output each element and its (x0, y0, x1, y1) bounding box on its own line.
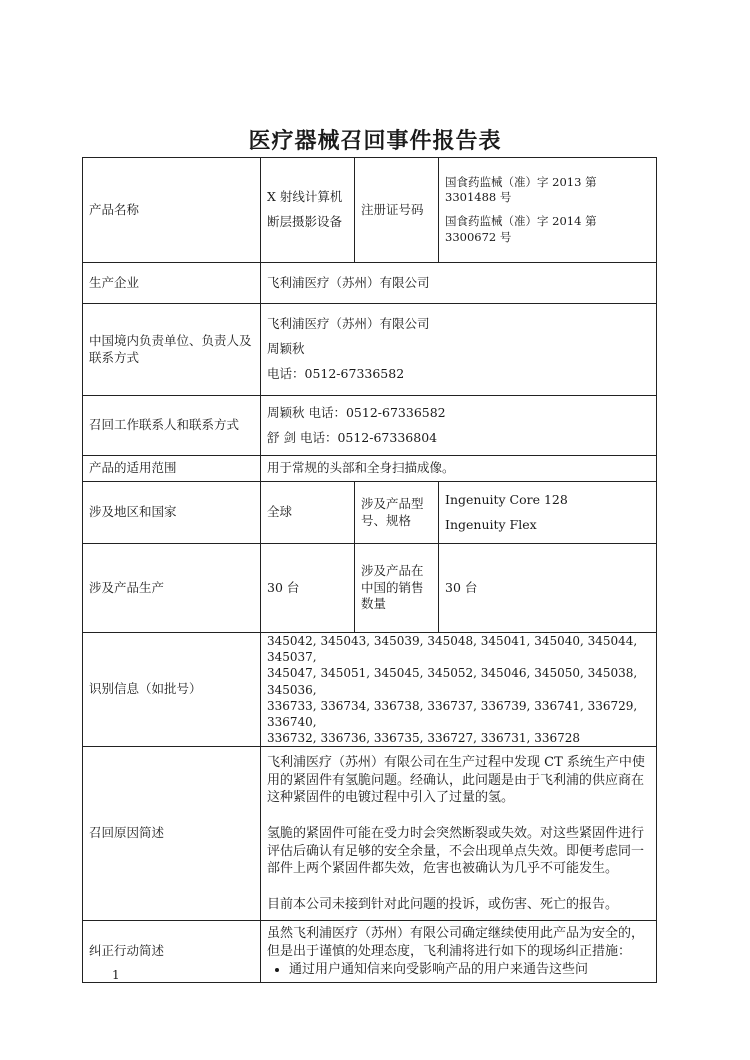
row-identification (83, 633, 657, 747)
row-regions (83, 482, 657, 544)
contact-line: 周颖秋 电话：0512-67336582 (267, 404, 446, 420)
product-name-line: 断层摄影设备 (267, 214, 343, 229)
row-product-name (83, 158, 657, 263)
reason-paragraph: 飞利浦医疗（苏州）有限公司在生产过程中发现 CT 系统生产中使用的紧固件有氢脆问题。经确认，此问题是由于飞利浦的供应商在这种紧固件的电镀过程中引入了过量的氢。 (267, 755, 645, 806)
value-manufacturer: 飞利浦医疗（苏州）有限公司 (261, 263, 657, 304)
label-model-spec: 涉及产品型号、规格 (355, 482, 439, 544)
corrective-bullet: • 通过用户通知信来向受影响产品的用户来通告这些问 (289, 961, 650, 979)
label-manufacturer: 生产企业 (83, 263, 261, 304)
label-china-sales: 涉及产品在中国的销售数量 (355, 544, 439, 633)
model-item: Ingenuity Core 128 (445, 491, 568, 507)
responsible-line: 飞利浦医疗（苏州）有限公司 (267, 316, 430, 332)
label-regions: 涉及地区和国家 (83, 482, 261, 544)
label-scope: 产品的适用范围 (83, 456, 261, 482)
responsible-line: 电话：0512-67336582 (267, 365, 405, 381)
contact-line: 舒 剑 电话：0512-67336804 (267, 429, 438, 445)
row-production (83, 544, 657, 633)
value-regions: 全球 (261, 482, 355, 544)
row-recall-reason (83, 747, 657, 921)
batch-line: 345047, 345051, 345045, 345052, 345046, 345050, 345038, 345036, (267, 666, 638, 697)
label-identification: 识别信息（如批号） (83, 633, 261, 747)
label-production: 涉及产品生产 (83, 544, 261, 633)
row-manufacturer (83, 263, 657, 304)
row-corrective (83, 921, 657, 983)
label-recall-contact: 召回工作联系人和联系方式 (83, 396, 261, 456)
page-number: 1 (112, 968, 120, 982)
product-name-line: X 射线计算机 (267, 189, 343, 205)
value-identification (261, 633, 657, 747)
value-reg-no (439, 158, 657, 263)
label-china-responsible: 中国境内负责单位、负责人及联系方式 (83, 304, 261, 396)
row-scope (83, 456, 657, 482)
value-product-name (261, 158, 355, 263)
corrective-text: 虽然飞利浦医疗（苏州）有限公司确定继续使用此产品为安全的，但是出于谨慎的处理态度，飞利浦将进行如下的现场纠正措施： (267, 926, 645, 960)
batch-line: 345042, 345043, 345039, 345048, 345041, 345040, 345044, 345037, (267, 634, 638, 665)
batch-line: 336733, 336734, 336738, 336737, 336739, 336741, 336729, 336740, (267, 698, 638, 729)
recall-report-table (82, 157, 657, 983)
value-china-responsible (261, 304, 657, 396)
label-product-name: 产品名称 (83, 158, 261, 263)
reason-paragraph: 目前本公司未接到针对此问题的投诉，或伤害、死亡的报告。 (267, 896, 619, 912)
reg-number: 国食药监械（准）字 2014 第 3300672 号 (445, 214, 597, 244)
row-china-responsible (83, 304, 657, 396)
value-china-sales: 30 台 (439, 544, 657, 633)
responsible-line: 周颖秋 (267, 341, 305, 357)
reason-paragraph: 氢脆的紧固件可能在受力时会突然断裂或失效。对这些紧固件进行评估后确认有足够的安全余量，不会出现单点失效。即便考虑同一部件上两个紧固件都失效，危害也被确认为几乎不可能发生。 (267, 826, 645, 877)
label-reg-no: 注册证号码 (355, 158, 439, 263)
value-production: 30 台 (261, 544, 355, 633)
page-title: 医疗器械召回事件报告表 (248, 128, 502, 154)
value-scope: 用于常规的头部和全身扫描成像。 (261, 456, 657, 482)
corrective-list (267, 961, 650, 979)
batch-line: 336732, 336736, 336735, 336727, 336731, 336728 (267, 731, 580, 746)
value-recall-contact (261, 396, 657, 456)
value-corrective (261, 921, 657, 983)
reg-number: 国食药监械（准）字 2013 第 3301488 号 (445, 174, 597, 205)
value-models (439, 482, 657, 544)
row-recall-contact (83, 396, 657, 456)
label-recall-reason: 召回原因简述 (83, 747, 261, 921)
value-recall-reason (261, 747, 657, 921)
model-item: Ingenuity Flex (445, 516, 537, 532)
label-corrective: 纠正行动简述 (83, 921, 261, 983)
